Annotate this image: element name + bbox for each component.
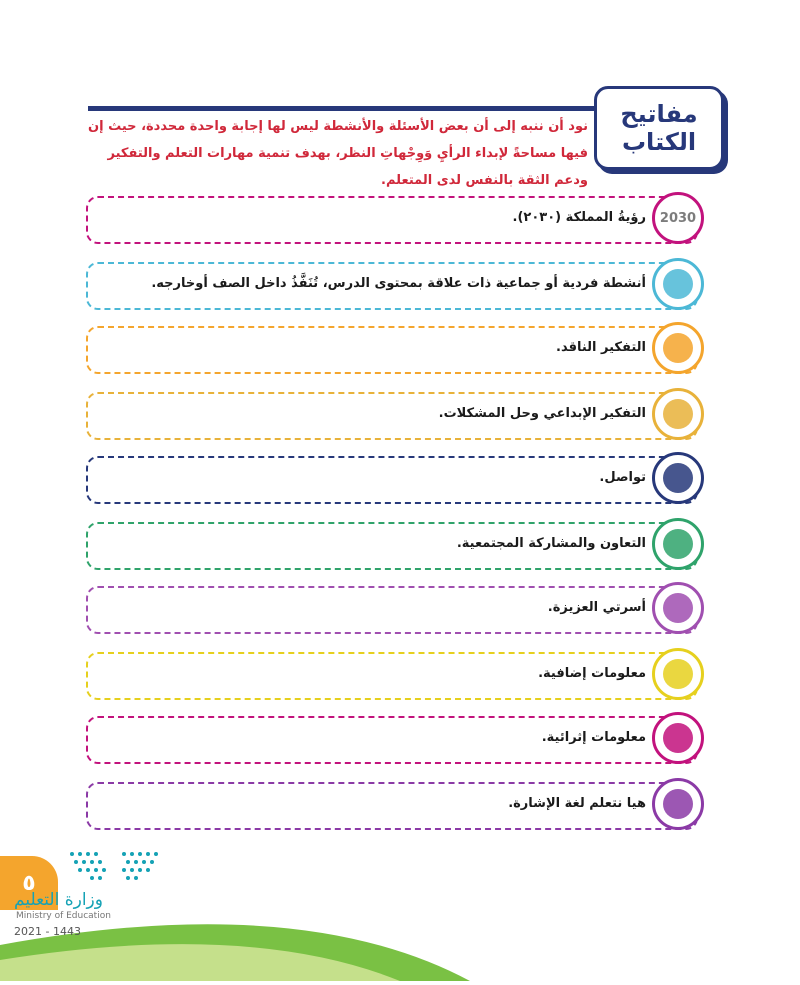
key-item	[86, 652, 710, 704]
section-title	[594, 86, 724, 170]
ministry-name-en: Ministry of Education	[16, 911, 111, 921]
key-label: التفكير الناقد.	[556, 340, 646, 355]
year-label: 2021 - 1443	[14, 925, 81, 938]
key-icon-inner	[663, 789, 693, 819]
key-icon-inner: 2030	[659, 210, 697, 226]
key-label: تواصل.	[599, 470, 646, 485]
key-icon-inner	[663, 463, 693, 493]
page-number: ٥	[0, 856, 58, 910]
ministry-dots-logo	[66, 848, 162, 882]
key-label: معلومات إضافية.	[538, 666, 646, 681]
key-label: أسرتي العزيزة.	[547, 600, 646, 615]
header-rule	[88, 106, 608, 111]
key-item	[86, 456, 710, 508]
key-label: هيا نتعلم لغة الإشارة.	[508, 796, 646, 811]
key-icon-inner	[663, 593, 693, 623]
section-title-line1: مفاتيح	[620, 100, 698, 128]
key-icon-inner	[663, 723, 693, 753]
key-label: التفكير الإبداعي وحل المشكلات.	[438, 406, 646, 421]
key-item	[86, 782, 710, 834]
communication-icon	[652, 452, 704, 504]
key-item	[86, 716, 710, 768]
key-icon-inner	[663, 269, 693, 299]
key-item	[86, 586, 710, 638]
sign-language-icon	[652, 778, 704, 830]
key-label: معلومات إثرائية.	[541, 730, 646, 745]
creative-thinking-icon	[652, 388, 704, 440]
enrichment-info-icon	[652, 712, 704, 764]
activity-icon	[652, 258, 704, 310]
additional-info-icon	[652, 648, 704, 700]
ministry-name-ar: وزارة التعليم	[14, 890, 103, 910]
key-item	[86, 392, 710, 444]
key-label: التعاون والمشاركة المجتمعية.	[456, 536, 646, 551]
vision-2030-icon	[652, 192, 704, 244]
section-title-line2: الكتاب	[621, 128, 697, 156]
key-item	[86, 262, 710, 314]
key-item	[86, 196, 710, 248]
key-label: رؤيةُ المملكة (٢٠٣٠).	[512, 210, 646, 225]
critical-thinking-icon	[652, 322, 704, 374]
cooperation-icon	[652, 518, 704, 570]
key-icon-inner	[663, 529, 693, 559]
key-item	[86, 326, 710, 378]
key-icon-inner	[663, 659, 693, 689]
intro-paragraph: نود أن ننبه إلى أن بعض الأسئلة والأنشطة ليس لها إجابة واحدة محددة، حيث إن فيها مساحةً لإبداء الرأيِ وَوِجْهاتِ النظر، بهدف تنمية مهارات التعلم والتفكير ودعم الثقة بالنفس لدى المتعلم.	[88, 119, 588, 188]
key-label: أنشطة فردية أو جماعية ذات علاقة بمحتوى الدرس، تُنَفَّذُ داخل الصف أوخارجه.	[151, 276, 646, 291]
key-icon-inner	[663, 333, 693, 363]
key-item	[86, 522, 710, 574]
family-icon	[652, 582, 704, 634]
key-icon-inner	[663, 399, 693, 429]
